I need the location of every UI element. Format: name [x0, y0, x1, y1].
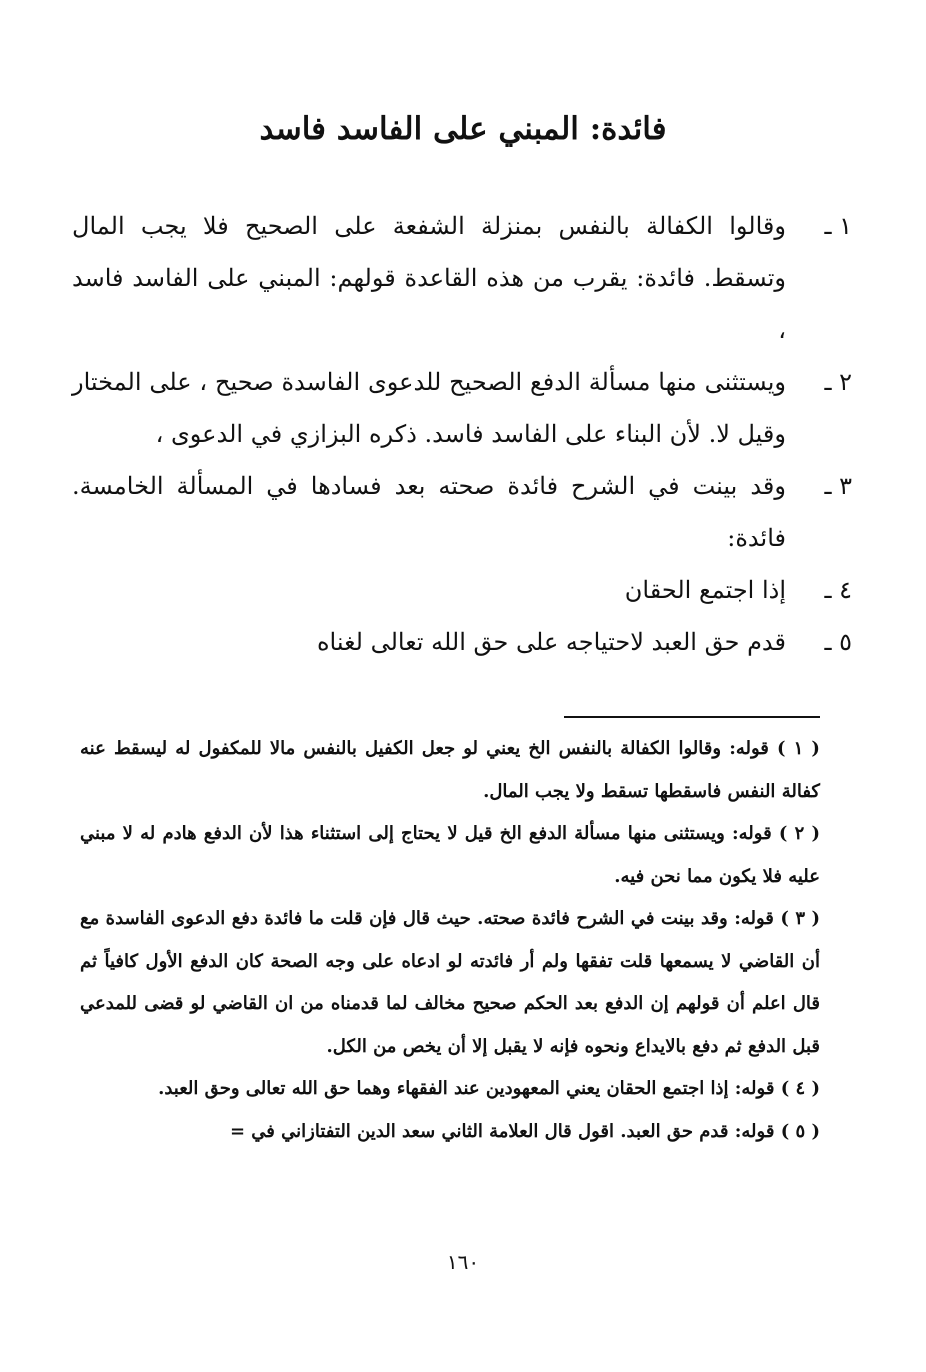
item-number: ٥ ـ [824, 628, 852, 656]
footnotes [80, 728, 820, 1153]
item-text: ويستثنى منها مسألة الدفع الصحيح للدعوى الفاسدة صحيح ، على المختار وقيل لا. لأن البناء على الفاسد فاسد. ذكره البزازي في الدعوى ، [72, 368, 786, 448]
footnote-keyword: قوله: [732, 823, 772, 844]
footnote [80, 1068, 820, 1111]
footnote [80, 728, 820, 813]
footnote-number: ( ٣ ) [780, 908, 820, 929]
footnote-number: ( ٢ ) [778, 823, 820, 844]
footnote-number: ( ١ ) [777, 738, 820, 759]
page-title: فائدة: المبني على الفاسد فاسد [259, 111, 667, 147]
list-item [72, 460, 852, 564]
footnote-keyword: قوله: [734, 1120, 775, 1142]
footnote-text: ويستثنى منها مسألة الدفع الخ قيل لا يحتاج إلى استثناء هذا لأن الدفع هادم له لا مبني عليه فلا يكون مما نحن فيه. [80, 823, 820, 887]
footnote-number: ( ٤ ) [780, 1078, 820, 1099]
footnote-text: وقالوا الكفالة بالنفس الخ يعني لو جعل الكفيل بالنفس مالا للمكفول له ليسقط عنه كفالة النفس فاسقطها تسقط ولا يجب المال. [80, 738, 820, 802]
footnote [80, 1111, 820, 1154]
item-text: قدم حق العبد لاحتياجه على حق الله تعالى لغناه [316, 628, 786, 656]
footnote-text: قدم حق العبد. اقول قال العلامة الثاني سعد الدين التفتازاني في = [229, 1120, 729, 1142]
footnote [80, 813, 820, 898]
footnote-divider [564, 716, 820, 718]
list-item [72, 616, 852, 668]
item-number: ٣ ـ [824, 472, 852, 500]
item-text: إذا اجتمع الحقان [624, 576, 786, 604]
footnote-text: إذا اجتمع الحقان يعني المعهودين عند الفقهاء وهما حق الله تعالى وحق العبد. [158, 1078, 729, 1099]
item-text: وقالوا الكفالة بالنفس بمنزلة الشفعة على الصحيح فلا يجب المال وتسقط. فائدة: يقرب من هذه القاعدة قولهم: المبني على الفاسد فاسد ، [72, 212, 786, 344]
footnote-number: ( ٥ ) [780, 1120, 820, 1142]
list-item [72, 564, 852, 616]
item-number: ١ ـ [824, 212, 852, 240]
item-number: ٢ ـ [824, 368, 852, 396]
item-text: وقد بينت في الشرح فائدة صحته بعد فسادها في المسألة الخامسة. فائدة: [72, 472, 786, 552]
main-text [72, 200, 852, 668]
page-number: ١٦٠ [446, 1250, 480, 1274]
footnote-keyword: قوله: [734, 908, 774, 929]
footnote-keyword: قوله: [729, 738, 769, 759]
footnote-text: وقد بينت في الشرح فائدة صحته. حيث قال فإن قلت ما فائدة دفع الدعوى الفاسدة مع أن القاضي لا يسمعها قلت تفقها ولم أر فائدته لو ادعاه على وجه الصحة كان الدفع الأول كافياً ثم قال اعلم أن قولهم إن الدفع بعد الحكم صحيح مخالف لما قدمناه من ان القاضي لو قضى للمدعي قبل الدفع ثم دفع بالايداع ونحوه فإنه لا يقبل إلا أن يخص من الكل. [80, 908, 820, 1057]
list-item [72, 200, 852, 356]
item-number: ٤ ـ [824, 576, 852, 604]
footnote-keyword: قوله: [734, 1078, 775, 1099]
list-item [72, 356, 852, 460]
footnote [80, 898, 820, 1068]
